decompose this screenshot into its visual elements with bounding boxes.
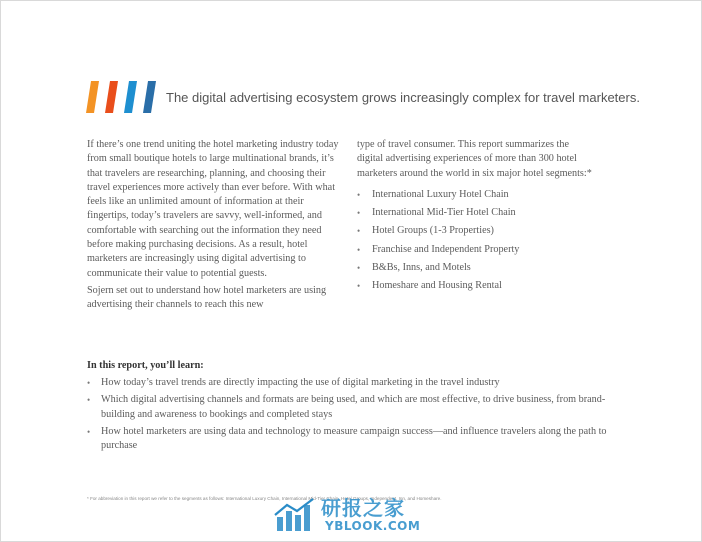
left-column (87, 138, 345, 316)
learn-heading: In this report, you’ll learn: (87, 360, 204, 371)
watermark (273, 491, 433, 537)
learn-list (87, 376, 627, 456)
sojern-paragraph-start: Sojern set out to understand how hotel marketers are using advertising their channels to reach this new (87, 284, 327, 311)
footnote: * For abbreviation in this report we refer to the segments as follows: International Luxury Chain, International Mid-Tier Chain, Hotel Groups, Independent, Inn, and Homeshare. (87, 496, 442, 501)
logo-stripe-red (105, 81, 118, 113)
segment-item: • Homeshare and Housing Rental (357, 279, 597, 297)
logo-stripe-orange (86, 81, 99, 113)
hotel-segments-list (357, 188, 597, 298)
segment-item: • Hotel Groups (1-3 Properties) (357, 224, 597, 242)
segment-item: • B&Bs, Inns, and Motels (357, 261, 597, 279)
learn-item: • How hotel marketers are using data and technology to measure campaign success—and influence travelers along the path to purchase (87, 425, 627, 454)
segment-item: • International Mid-Tier Hotel Chain (357, 206, 597, 224)
learn-item: • How today’s travel trends are directly impacting the use of digital marketing in the travel industry (87, 376, 627, 390)
intro-paragraph: If there’s one trend uniting the hotel marketing industry today from small boutique hotels to large multinational brands, it’s that travelers are researching, planning, and choosing their travel experiences more actively than ever before. With what feels like an unlimited amount of information at their fingertips, today’s travelers are savvy, well-informed, and comfortable with searching out the information they need before making purchasing decisions. As a result, hotel marketers are increasingly using digital advertising to communicate their value to potential guests. (87, 139, 339, 279)
watermark-url-text: YBLOOK.COM (325, 519, 421, 533)
brand-stripes-logo (85, 81, 159, 113)
segment-item: • International Luxury Hotel Chain (357, 188, 597, 206)
watermark-chart-icon (273, 497, 317, 533)
segment-item: • Franchise and Independent Property (357, 243, 597, 261)
learn-item: • Which digital advertising channels and formats are being used, and which are most effective, to drive business, from brand-building and awareness to bookings and completed stays (87, 393, 627, 422)
logo-stripe-blue (124, 81, 137, 113)
sojern-paragraph-continued: type of travel consumer. This report summarizes the digital advertising experiences of more than 300 hotel marketers around the world in six major hotel segments:* (357, 139, 592, 179)
page-headline: The digital advertising ecosystem grows increasingly complex for travel marketers. (166, 90, 640, 105)
logo-stripe-darkblue (143, 81, 156, 113)
right-column (357, 138, 597, 298)
watermark-cn-text: 研报之家 (321, 496, 405, 520)
